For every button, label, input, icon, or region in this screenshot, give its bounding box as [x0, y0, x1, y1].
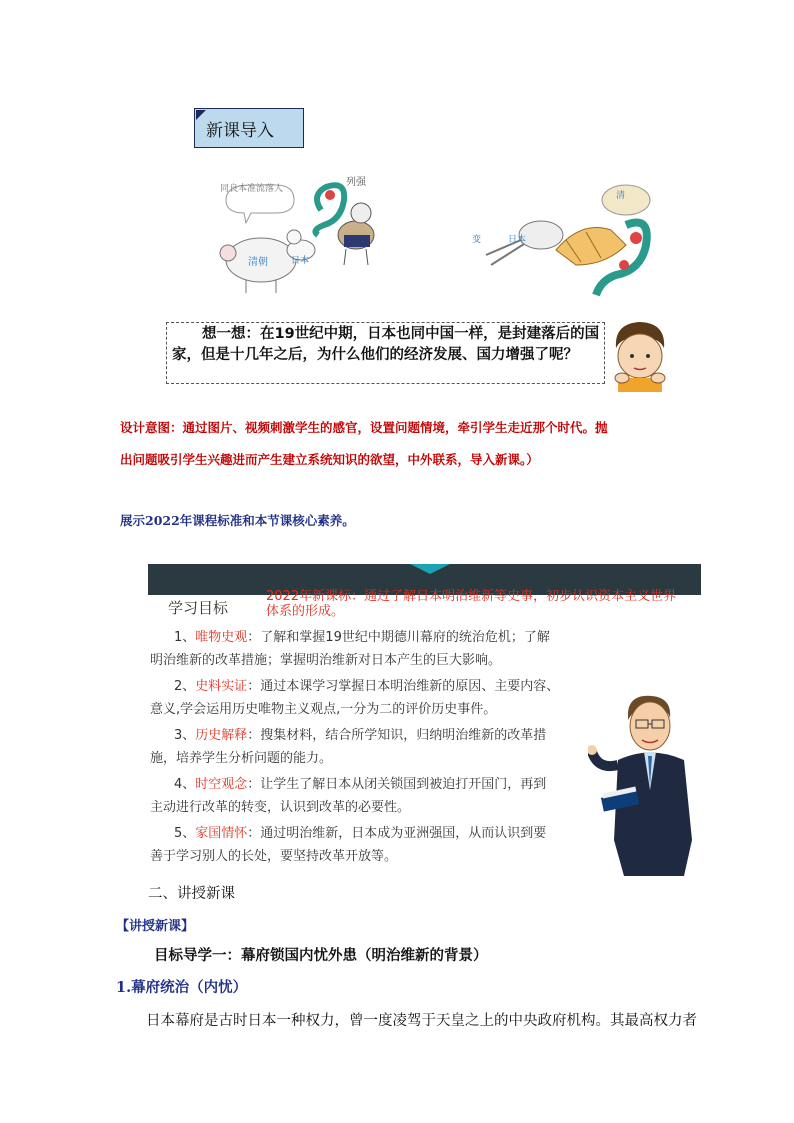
section-two-heading: 二、讲授新课: [148, 886, 235, 902]
goal-keyword: 史料实证: [195, 679, 248, 694]
qing-label: 清: [616, 191, 626, 201]
goal-line1: ：了解和掌握19世纪中期德川幕府的统治危机；了解: [247, 630, 550, 645]
goal-line2: 善于学习别人的长处，要坚持改革开放等。: [150, 849, 398, 864]
goal-line1: ：通过本课学习掌握日本明治维新的原因、主要内容、: [247, 679, 560, 694]
goal-keyword: 历史解释: [195, 728, 248, 743]
goal-keyword: 时空观念: [195, 777, 248, 792]
body-paragraph: 日本幕府是古时日本一种权力，曾一度凌驾于天皇之上的中央政府机构。其最高权力者: [146, 1013, 697, 1029]
teacher-illustration: [588, 690, 704, 876]
banner-title: 新课导入: [206, 121, 274, 141]
powers-label: 列强: [346, 177, 366, 188]
japan-label: 日本: [508, 235, 527, 245]
slide-title: 学习目标: [168, 599, 229, 617]
goal-line1: ：让学生了解日本从闭关锁国到被迫打开国门，再到: [247, 777, 547, 792]
goal-item: [150, 773, 590, 819]
goal-list: [150, 626, 590, 868]
goal-num: 4、: [174, 777, 196, 792]
goal-num: 1、: [174, 630, 196, 645]
goal-num: 3、: [174, 728, 196, 743]
cartoon-right-illustration: [466, 170, 680, 302]
goal-keyword: 唯物史观: [195, 630, 248, 645]
goal-item: [150, 626, 590, 672]
slide-notch-shape: [410, 564, 450, 576]
goal-num: 2、: [174, 679, 196, 694]
lecture-tag: 【讲授新课】: [116, 919, 195, 934]
dog-label: 日本: [291, 256, 310, 266]
goal-line1: ：通过明治维新，日本成为亚洲强国，从而认识到要: [247, 826, 547, 841]
bubble-label: 同良本准流落人: [220, 184, 284, 194]
goal-line2: 明治维新的改革措施；掌握明治维新对日本产生的巨大影响。: [150, 653, 502, 668]
cartoon-left-illustration: [206, 165, 402, 300]
goal-line2: 施，培养学生分析问题的能力。: [150, 751, 333, 766]
design-intent-line1: 设计意图：通过图片、视频刺激学生的感官，设置问题情境，牵引学生走近那个时代。抛: [120, 420, 608, 435]
think-question: 想一想：在19世纪中期，日本也同中国一样，是封建落后的国家，但是十几年之后，为什么他们的经济发展、国力增强了呢？: [172, 326, 600, 363]
thinking-kid-illustration: [608, 318, 672, 392]
design-intent: [120, 412, 680, 476]
design-intent-line2: 出问题吸引学生兴趣进而产生建立系统知识的欲望，中外联系，导入新课。）: [120, 452, 539, 467]
show-standards-line: 展示2022年课程标准和本节课核心素养。: [120, 513, 355, 528]
goal-keyword: 家国情怀: [195, 826, 248, 841]
slide-standard-text: 2022年新课标：通过了解日本明治维新等史事，初步认识资本主义世界体系的形成。: [266, 589, 677, 619]
change-label: 变: [472, 235, 482, 245]
goal-line2: 主动进行改革的转变，认识到改革的必要性。: [150, 800, 411, 815]
goal-item: [150, 724, 590, 770]
goal-item: [150, 675, 590, 721]
subheading-shogunate: 1.幕府统治（内忧）: [116, 979, 248, 996]
goal-item: [150, 822, 590, 868]
pig-label: 清朝: [248, 257, 268, 268]
goal-one-heading: 目标导学一：幕府锁国内忧外患（明治维新的背景）: [154, 947, 488, 964]
goal-line2: 意义,学会运用历史唯物主义观点,一分为二的评价历史事件。: [150, 702, 497, 717]
goal-num: 5、: [174, 826, 196, 841]
goal-line1: ：搜集材料，结合所学知识，归纳明治维新的改革措: [247, 728, 547, 743]
